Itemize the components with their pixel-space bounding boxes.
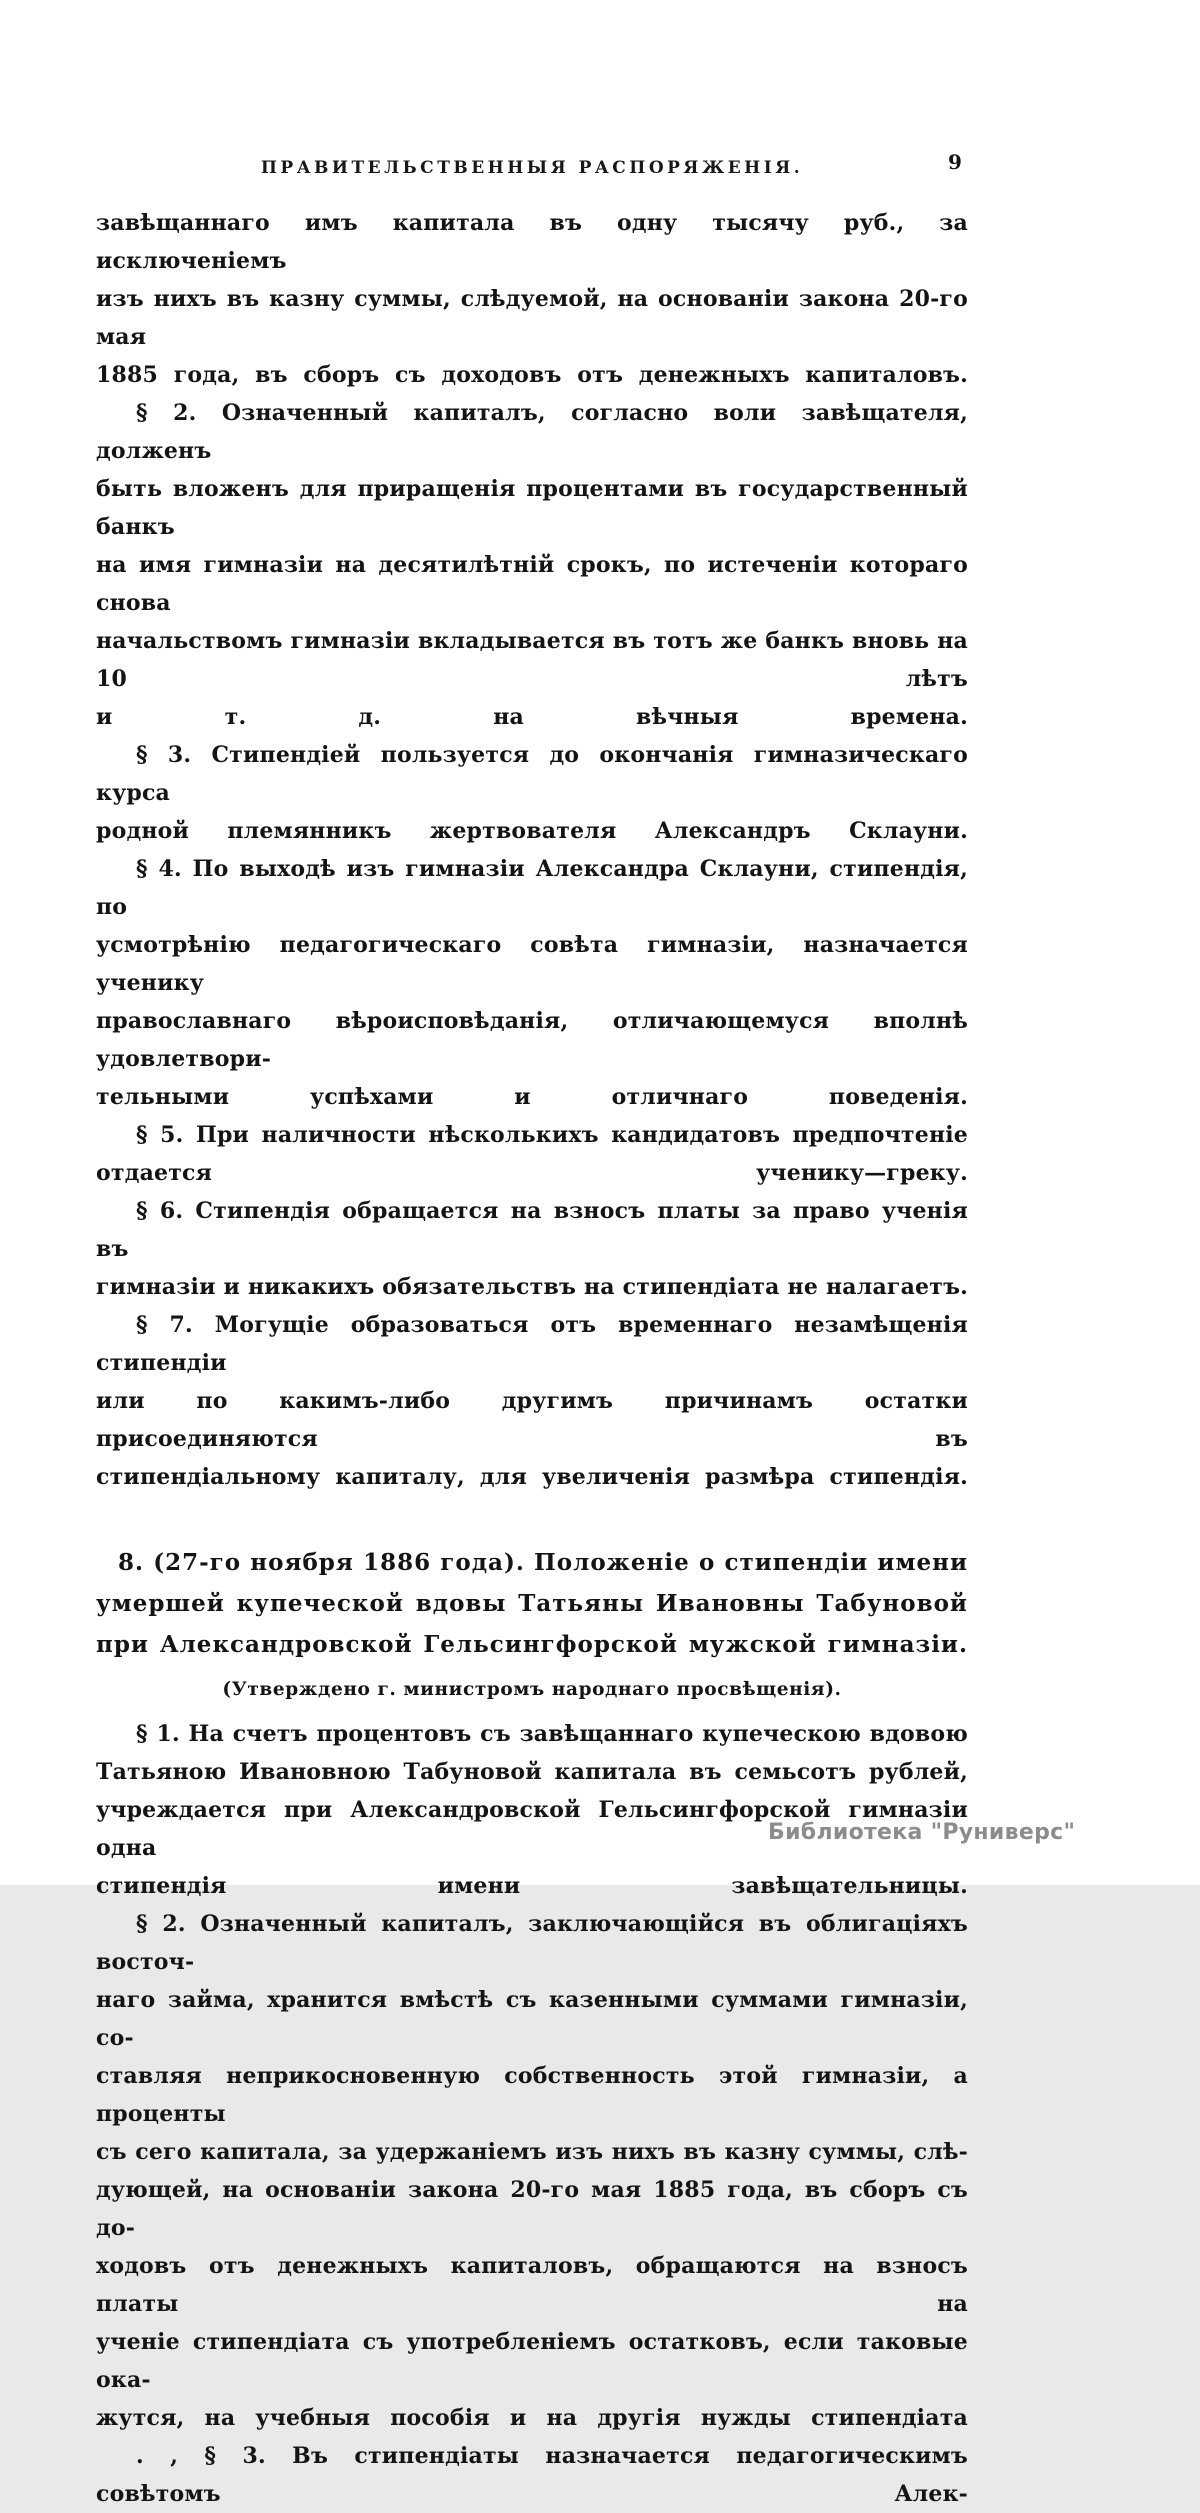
para2-section3-partial	[96, 2437, 968, 2513]
text-line: § 7. Могущіе образоваться отъ временнаго незамѣщенія стипендіи	[96, 1312, 968, 1376]
text-line: § 2. Означенный капиталъ, согласно воли завѣщателя, долженъ	[96, 400, 968, 464]
text-line: усмотрѣнію педагогическаго совѣта гимназіи, назначается ученику	[96, 932, 968, 996]
text-line: начальствомъ гимназіи вкладывается въ тотъ же банкъ вновь на 10 лѣтъ	[96, 628, 968, 692]
text-line: 1885 года, въ сборъ съ доходовъ отъ денежныхъ капиталовъ.	[96, 362, 968, 388]
text-line: § 3. Стипендіей пользуется до окончанія гимназическаго курса	[96, 742, 968, 806]
page-number: 9	[948, 150, 962, 174]
text-line: Татьяною Ивановною Табуновой капитала въ семьсотъ рублей,	[96, 1759, 968, 1785]
text-line: съ сего капитала, за удержаніемъ изъ нихъ въ казну суммы, слѣ-	[96, 2139, 968, 2165]
library-watermark: Библиотека "Руниверс"	[768, 1820, 1076, 1845]
para-continuation	[96, 204, 968, 394]
text-line: православнаго вѣроисповѣданія, отличающемуся вполнѣ удовлетвори-	[96, 1008, 968, 1072]
text-line: § 6. Стипендія обращается на взносъ платы за право ученія въ	[96, 1198, 968, 1262]
text-line: стипендія имени завѣщательницы.	[96, 1873, 968, 1899]
text-line: (Утверждено г. министромъ народнаго просвѣщенія).	[222, 1679, 842, 1700]
para-section2	[96, 394, 968, 736]
para2-section2	[96, 1905, 968, 2437]
para-section4	[96, 850, 968, 1116]
text-line: дующей, на основаніи закона 20-го мая 1885 года, въ сборъ съ до-	[96, 2177, 968, 2241]
para2-section1	[96, 1715, 968, 1905]
text-line: умершей купеческой вдовы Татьяны Ивановны Табуновой	[96, 1590, 968, 1617]
text-line: при Александровской Гельсингфорской мужской гимназіи.	[96, 1631, 968, 1658]
text-line: ставляя неприкосновенную собственность этой гимназіи, а проценты	[96, 2063, 968, 2127]
text-line: стипендіальному капиталу, для увеличенія размѣра стипендія.	[96, 1464, 968, 1490]
para-section5	[96, 1116, 968, 1192]
text-line: на имя гимназіи на десятилѣтній срокъ, по истеченіи котораго снова	[96, 552, 968, 616]
text-line: гимназіи и никакихъ обязательствъ на стипендіата не налагаетъ.	[96, 1274, 968, 1300]
text-column	[96, 204, 968, 2513]
text-line: родной племянникъ жертвователя Александръ Склауни.	[96, 818, 968, 844]
text-line: или по какимъ-либо другимъ причинамъ остатки присоединяются въ	[96, 1388, 968, 1452]
text-line: и т. д. на вѣчныя времена.	[96, 704, 968, 730]
text-line: § 2. Означенный капиталъ, заключающійся въ облигаціяхъ восточ-	[96, 1911, 968, 1975]
para-section7	[96, 1306, 968, 1496]
approval-note	[96, 1673, 968, 1707]
text-line: § 5. При наличности нѣсколькихъ кандидатовъ предпочтеніе	[136, 1122, 968, 1148]
text-line: . , § 3. Въ стипендіаты назначается педагогическимъ совѣтомъ Алек-	[96, 2443, 968, 2507]
running-header-title: ПРАВИТЕЛЬСТВЕННЫЯ РАСПОРЯЖЕНІЯ.	[260, 158, 804, 178]
text-line: тельными успѣхами и отличнаго поведенія.	[96, 1084, 968, 1110]
text-line: завѣщаннаго имъ капитала въ одну тысячу руб., за исключеніемъ	[96, 210, 968, 274]
text-line: § 1. На счетъ процентовъ съ завѣщаннаго купеческою вдовою	[136, 1721, 968, 1747]
text-line: ученіе стипендіата съ употребленіемъ остатковъ, если таковые ока-	[96, 2329, 968, 2393]
text-line: § 4. По выходѣ изъ гимназіи Александра Склауни, стипендія, по	[96, 856, 968, 920]
text-line: учреждается при Александровской Гельсингфорской гимназіи одна	[96, 1797, 968, 1861]
para-section6	[96, 1192, 968, 1306]
text-line: изъ нихъ въ казну суммы, слѣдуемой, на основаніи закона 20-го мая	[96, 286, 968, 350]
text-line: быть вложенъ для приращенія процентами въ государственный банкъ	[96, 476, 968, 540]
text-line: отдается ученику—греку.	[96, 1160, 968, 1186]
section-heading	[96, 1542, 968, 1665]
para-section3	[96, 736, 968, 850]
text-line: 8. (27-го ноября 1886 года). Положеніе о стипендіи имени	[118, 1549, 968, 1576]
text-line: наго займа, хранится вмѣстѣ съ казенными суммами гимназіи, со-	[96, 1987, 968, 2051]
text-line: ходовъ отъ денежныхъ капиталовъ, обращаются на взносъ платы на	[96, 2253, 968, 2317]
text-line: жутся, на учебныя пособія и на другія нужды стипендіата	[96, 2405, 968, 2431]
